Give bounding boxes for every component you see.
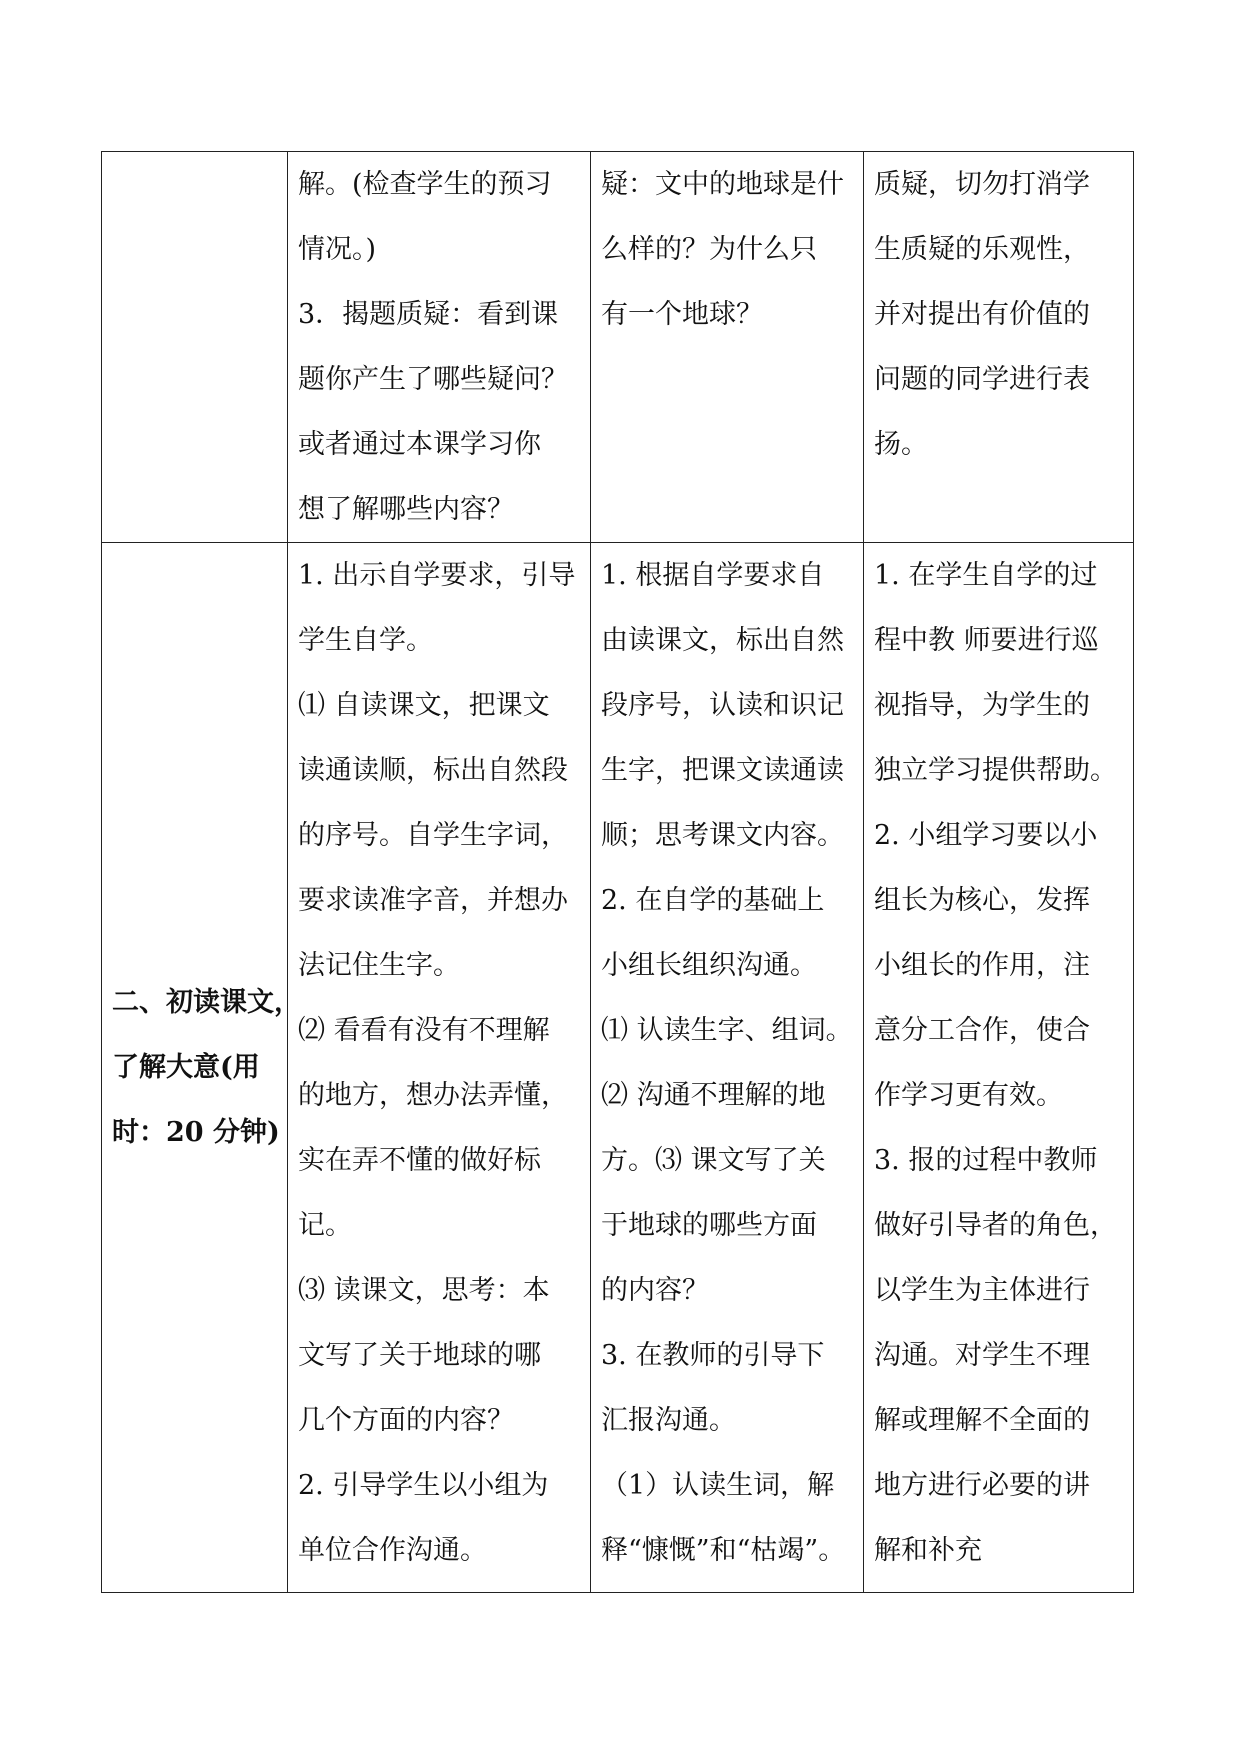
cell-text-line: 意分工合作，使合 xyxy=(874,1015,1090,1046)
cell-text-line: 1. 根据自学要求自 xyxy=(601,560,825,591)
cell-text-line: 于地球的哪些方面 xyxy=(601,1210,817,1241)
cell-text-line: 汇报沟通。 xyxy=(601,1405,736,1436)
cell-text-line: 的内容？ xyxy=(601,1275,709,1306)
cell-text-line: 3. 报的过程中教师 xyxy=(874,1145,1098,1176)
cell-text-line: 情况。) xyxy=(298,234,377,265)
cell-text-line: 时：20 分钟) xyxy=(112,1117,280,1148)
cell-text-line: 作学习更有效。 xyxy=(874,1080,1063,1111)
cell-text-line: 3．揭题质疑：看到课 xyxy=(298,299,559,330)
cell-text-line: 段序号，认读和识记 xyxy=(601,690,844,721)
cell-text-line: 沟通。对学生不理 xyxy=(874,1340,1090,1371)
cell-text-line: 了解大意(用 xyxy=(112,1052,260,1083)
cell-text-line: ⑴ 认读生字、组词。 xyxy=(601,1015,853,1046)
cell-text-line: 1. 在学生自学的过 xyxy=(874,560,1098,591)
table-row xyxy=(102,152,1134,543)
cell-text-line: ⑴ 自读课文，把课文 xyxy=(298,690,550,721)
cell-text-line: 读通读顺，标出自然段 xyxy=(298,755,568,786)
cell-text-line: 生质疑的乐观性， xyxy=(874,234,1090,265)
cell-text-line: 解和补充 xyxy=(874,1535,982,1566)
cell-text-line: 或者通过本课学习你 xyxy=(298,429,541,460)
cell-text-line: 2. 在自学的基础上 xyxy=(601,885,825,916)
cell-text-line: ⑵ 沟通不理解的地 xyxy=(601,1080,826,1111)
lesson-plan-table xyxy=(101,151,1134,1593)
lesson-plan-body xyxy=(102,152,1134,1593)
cell-text-line: 视指导，为学生的 xyxy=(874,690,1090,721)
cell-text-line: 释“慷慨”和“枯竭”。 xyxy=(601,1535,846,1566)
cell-text-line: 问题的同学进行表 xyxy=(874,364,1090,395)
cell-text-line: 的地方，想办法弄懂， xyxy=(298,1080,568,1111)
cell-text-line: 2. 小组学习要以小 xyxy=(874,820,1098,851)
cell-text-line: 小组长的作用，注 xyxy=(874,950,1090,981)
cell-text-line: ⑶ 读课文，思考：本 xyxy=(298,1275,550,1306)
cell-text-line: 的序号。自学生字词， xyxy=(298,820,568,851)
cell-text-line: 由读课文，标出自然 xyxy=(601,625,844,656)
cell-text-line: 文写了关于地球的哪 xyxy=(298,1340,541,1371)
design-intent-cell xyxy=(864,543,1134,1593)
cell-text-line: ⑵ 看看有没有不理解 xyxy=(298,1015,550,1046)
teacher-activity-cell xyxy=(288,152,591,543)
design-intent-cell xyxy=(864,152,1134,543)
cell-text-line: 几个方面的内容？ xyxy=(298,1405,514,1436)
cell-text-line: 二、初读课文， xyxy=(112,987,301,1018)
cell-text-line: 做好引导者的角色， xyxy=(874,1210,1117,1241)
table-row xyxy=(102,543,1134,1593)
cell-text-line: 生字，把课文读通读 xyxy=(601,755,844,786)
cell-text-line: 实在弄不懂的做好标 xyxy=(298,1145,541,1176)
cell-text-line: 以学生为主体进行 xyxy=(874,1275,1090,1306)
cell-text-line: 组长为核心，发挥 xyxy=(874,885,1090,916)
student-activity-cell xyxy=(591,152,864,543)
teacher-activity-cell xyxy=(288,543,591,1593)
cell-text-line: 地方进行必要的讲 xyxy=(874,1470,1090,1501)
cell-text-line: 要求读准字音，并想办 xyxy=(298,885,568,916)
cell-text-line: 3. 在教师的引导下 xyxy=(601,1340,825,1371)
cell-text-line: 程中教 师要进行巡 xyxy=(874,625,1099,656)
cell-text-line: 独立学习提供帮助。 xyxy=(874,755,1117,786)
cell-text-line: 扬。 xyxy=(874,429,928,460)
cell-text-line: 法记住生字。 xyxy=(298,950,460,981)
cell-text-line: 2. 引导学生以小组为 xyxy=(298,1470,549,1501)
cell-text-line: 学生自学。 xyxy=(298,625,433,656)
cell-text-line: 1. 出示自学要求，引导 xyxy=(298,560,576,591)
cell-text-line: 么样的？为什么只 xyxy=(601,234,817,265)
cell-text-line: 顺；思考课文内容。 xyxy=(601,820,844,851)
cell-text-line: 解。(检查学生的预习 xyxy=(298,169,552,200)
cell-text-line: （1）认读生词，解 xyxy=(601,1470,835,1501)
cell-text-line: 有一个地球？ xyxy=(601,299,763,330)
cell-text-line: 想了解哪些内容？ xyxy=(298,494,514,525)
cell-text-line: 记。 xyxy=(298,1210,352,1241)
cell-text-line: 质疑，切勿打消学 xyxy=(874,169,1090,200)
cell-text-line: 小组长组织沟通。 xyxy=(601,950,817,981)
cell-text-line: 疑：文中的地球是什 xyxy=(601,169,844,200)
stage-cell xyxy=(102,543,301,1593)
cell-text-line: 单位合作沟通。 xyxy=(298,1535,487,1566)
cell-text-line: 解或理解不全面的 xyxy=(874,1405,1090,1436)
cell-text-line: 题你产生了哪些疑问？ xyxy=(298,364,568,395)
stage-cell xyxy=(102,152,288,543)
cell-text-line: 并对提出有价值的 xyxy=(874,299,1090,330)
student-activity-cell xyxy=(591,543,864,1593)
cell-text-line: 方。⑶ 课文写了关 xyxy=(601,1145,826,1176)
